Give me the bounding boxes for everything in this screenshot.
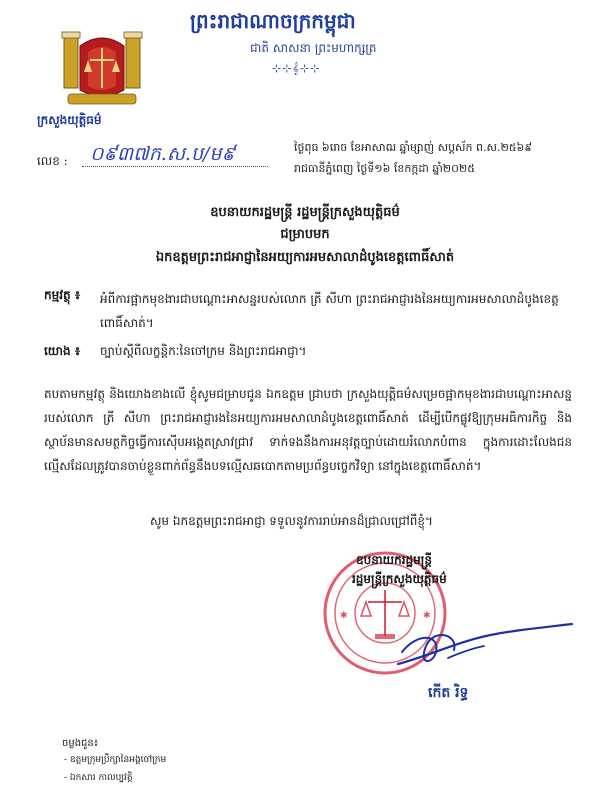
letter-body: តបតាមកម្មវត្ថុ និងយោងខាងលើ ខ្ញុំសូមជម្រាបជូន ឯកឧត្តម ជ្រាបថា ក្រសួងយុត្តិធម៌សម្រេចផ្អាកមុខងារជាបណ្តោះអាសន្នរបស់លោក ត្រី សីហា ព្រះរាជអាជ្ញារងនៃអយ្យការអមសាលាដំបូងខេត្តពោធិ៍សាត់ ដើម្បីបើកផ្លូវឱ្យក្រុមអធិការកិច្ច និងស្ថាប័នមានសមត្ថកិច្ចធ្វើការស៊ើបអង្កេតស្រាវជ្រាវ ទាក់ទងនឹងការអនុវត្តច្បាប់ដោយរំលោភបំពាន ក្នុងការដោះលែងជនល្មើសដែលត្រូវបានចាប់ខ្លួនពាក់ព័ន្ធនឹងបទល្មើសឆបោកតាមប្រព័ន្ធបច្ចេកវិទ្យា នៅក្នុងខេត្តពោធិ៍សាត់។ [44,387,572,473]
reference-law-label: យោង ៖ [44,344,81,358]
ministry-name: ក្រសួងយុត្តិធម៌ [37,113,102,127]
signer-name: កើត រិទ្ធ [428,685,469,701]
reference-underline [82,166,268,167]
subject-text: អំពីការផ្អាកមុខងារជាបណ្តោះអាសន្នរបស់លោក ត្រី សីហា ព្រះរាជអាជ្ញារងនៃអយ្យការអមសាលាដំបូងខេត្តពោធិ៍សាត់។ [100,292,559,330]
reference-label: លេខ : [37,154,68,168]
ministry-emblem-icon [58,28,146,112]
recipient-title: ឯកឧត្តមព្រះរាជអាជ្ញានៃអយ្យការអមសាលាដំបូងខេត្តពោធិ៍សាត់ [155,250,455,265]
cc-label: ចម្លងជូន៖ [62,738,99,749]
signer-title-1: ឧបនាយករដ្ឋមន្ត្រី [356,553,432,567]
svg-text:✱: ✱ [340,611,348,621]
lunar-date: ថ្ងៃពុធ ៦រោច ខែអាសាឍ ឆ្នាំម្សាញ់ សប្តស័ក ព.ស.២៥៦៩ [294,141,533,154]
sender-title: ឧបនាយករដ្ឋមន្ត្រី រដ្ឋមន្ត្រីក្រសួងយុត្តិធម៌ [210,205,400,220]
national-motto: ជាតិ សាសនា ព្រះមហាក្សត្រ [250,41,377,55]
handwritten-signature-icon [388,612,578,682]
kingdom-title: ព្រះរាជាណាចក្រកម្ពុជា [190,9,356,33]
reference-number: ០៩៣៧ក.ស.ប/ម៩ [90,143,235,165]
respectfully-line: ជម្រាបមក [280,227,330,242]
closing-line: សូម ឯកឧត្តមព្រះរាជអាជ្ញា ទទួលនូវការរាប់អានដ៏ជ្រាលជ្រៅពីខ្ញុំ។ [150,514,433,528]
cc-item: - ឯកសារ កាលប្បវត្តិ [64,773,133,783]
motto-ornament: ⊹⊹𝄞⊹⊹ [272,62,321,75]
subject-label: កម្មវត្ថុ ៖ [44,288,81,302]
svg-text:✱: ✱ [423,611,431,621]
signer-title-2: រដ្ឋមន្ត្រីក្រសួងយុត្តិធម៌ [352,572,447,586]
reference-law-text: ច្បាប់ស្តីពីលក្ខន្តិកៈនៃចៅក្រម និងព្រះរាជអាជ្ញា។ [100,344,307,358]
cc-item: - ឧត្តមក្រុមប្រឹក្សានៃអង្គចៅក្រម [64,755,167,765]
solar-date: រាជធានីភ្នំពេញ ថ្ងៃទី១៦ ខែកក្កដា ឆ្នាំ២០២៥ [294,162,476,175]
